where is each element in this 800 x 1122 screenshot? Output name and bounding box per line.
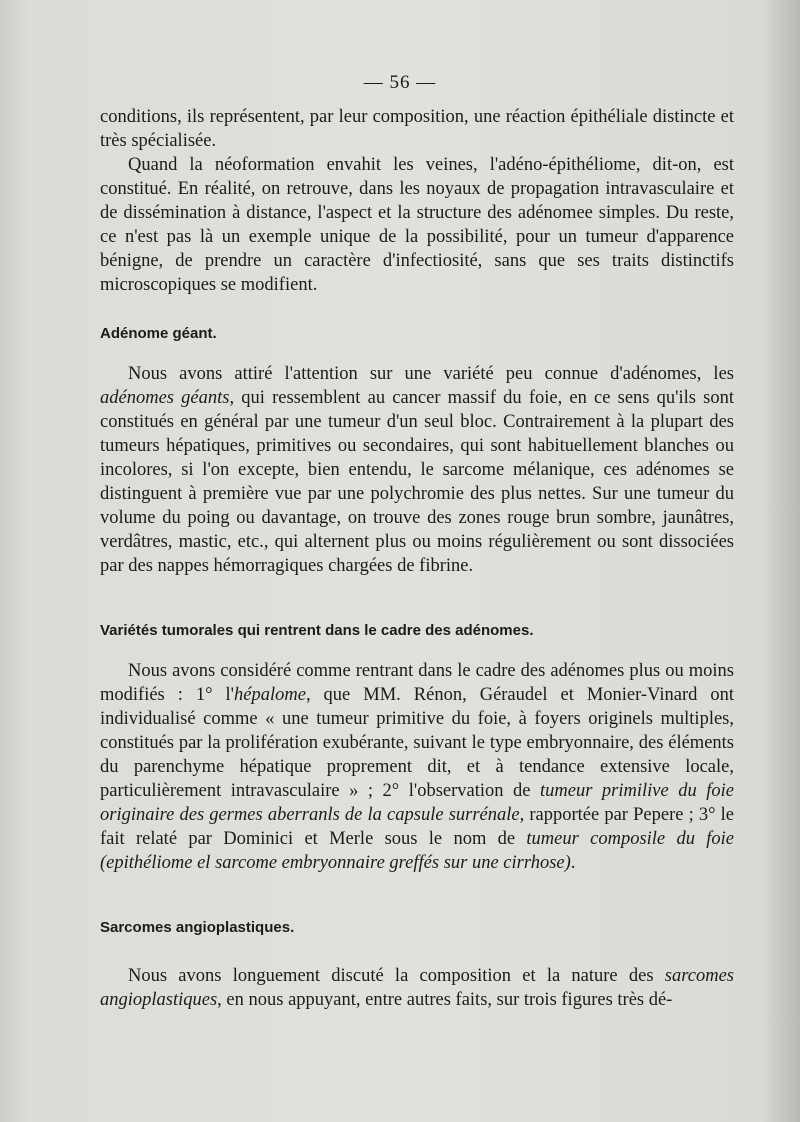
paragraph-adenome-geant: Nous avons attiré l'attention sur une variété peu connue d'adénomes, les adénomes géants, qui ressemblent au cancer massif du foie, en ce sens qu'ils sont constitués en général par une tumeur d'un seul bloc. Contrairement à la plupart des tumeurs hépatiques, primitives ou secondaires, qui sont habituellement blanches ou incolores, si l'on excepte, bien entendu, le sarcome mélanique, ces adénomes se distinguent à première vue par une polychromie des plus nettes. Sur une tumeur du volume du poing ou davantage, on trouve des zones rouge brun sombre, jaunâtres, verdâtres, mastic, etc., qui alternent plus ou moins régulièrement ou sont dissociées par des nappes hémorragiques chargées de fibrine.: [100, 364, 734, 576]
page-content: [100, 105, 734, 1012]
page-number: — 56 —: [363, 72, 437, 93]
paragraph-varietes-tumorales: Nous avons considéré comme rentrant dans le cadre des adénomes plus ou moins modifiés : 1° l'hépalome, que MM. Rénon, Géraudel et Monier-Vinard ont individualisé comme « une tumeur primitive du foie, à foyers originels multiples, constitués par la prolifération exubérante, suivant le type embryonnaire, des éléments du parenchyme hépatique proprement dit, et à tendance extensive locale, particulièrement intravasculaire » ; 2° l'observation de tumeur primilive du foie originaire des germes aberranls de la capsule surrénale, rapportée par Pepere ; 3° le fait relaté par Dominici et Merle sous le nom de tumeur composile du foie (epithéliome el sarcome embryonnaire greffés sur une cirrhose).: [100, 661, 734, 873]
section-heading-adenome-geant: Adénome géant.: [100, 325, 217, 342]
paragraph-sarcomes-angioplastiques: Nous avons longuement discuté la composition et la nature des sarcomes angioplastiques, en nous appuyant, entre autres faits, sur trois figures très dé-: [100, 966, 734, 1010]
paragraph-adeno-epitheliome: Quand la néoformation envahit les veines, l'adéno-épithéliome, dit-on, est constitué. En réalité, on retrouve, dans les noyaux de propagation intravasculaire et de dissémination à distance, l'aspect et la structure des adénomee simples. Du reste, ce n'est pas là un exemple unique de la possibilité, pour un tumeur d'apparence bénigne, de prendre un caractère d'infectiosité, sans que ses traits distinctifs microscopiques se modifient.: [100, 155, 734, 295]
section-heading-sarcomes-angioplastiques: Sarcomes angioplastiques.: [100, 919, 295, 936]
section-heading-varietes-tumorales: Variétés tumorales qui rentrent dans le cadre des adénomes.: [100, 622, 534, 639]
paragraph-continued: conditions, ils représentent, par leur composition, une réaction épithéliale distincte et très spécialisée.: [100, 107, 734, 151]
